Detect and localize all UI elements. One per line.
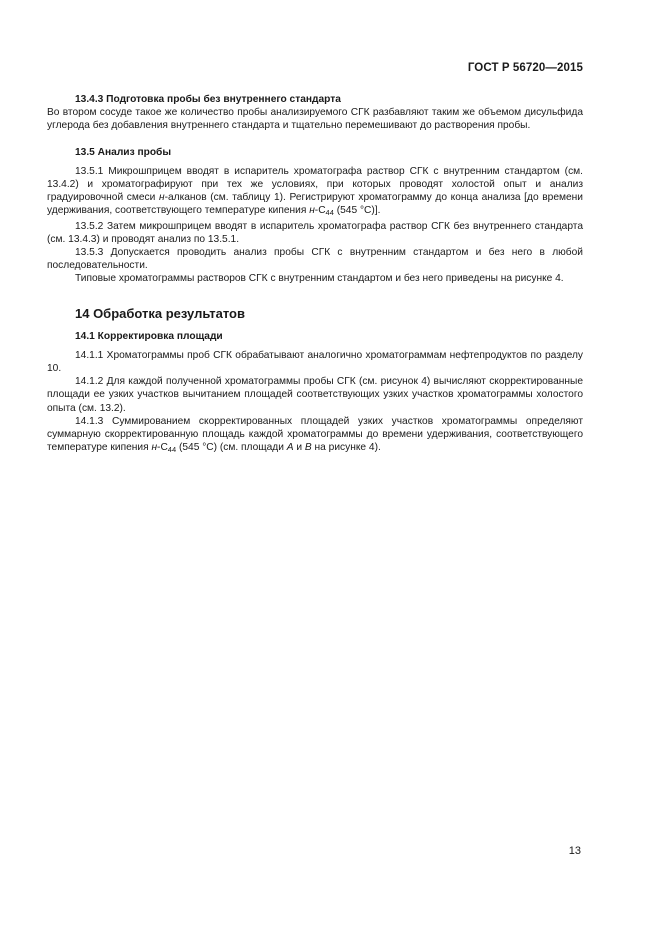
paragraph-13-4-3: Во втором сосуде такое же количество пробы анализируемого СГК разбавляют таким же объемом дисульфида углерода без добавления внутреннего стандарта и тщательно перемешивают до растворения пробы.: [47, 107, 583, 132]
paragraph-13-5-note: Типовые хроматограммы растворов СГК с внутренним стандартом и без него приведены на рисунке 4.: [75, 273, 564, 285]
document-code: ГОСТ Р 56720—2015: [467, 62, 583, 74]
heading-13-5: 13.5 Анализ пробы: [75, 146, 172, 158]
heading-13-4-3: 13.4.3 Подготовка пробы без внутреннего стандарта: [75, 94, 341, 105]
paragraph-13-5-1: 13.5.1 Микрошприцем вводят в испаритель хроматографа раствор СГК с внутренним стандартом (см. 13.4.2) и хроматографируют при тех же условиях, при которых проводят холостой опыт и анализ градуировочной смеси н-алканов (см. таблицу 1). Регистрируют хроматограмму до конца анализа [до времени удерживания, соответствующего температуре кипения $н-C_{44}$ (545 °C)].: [47, 165, 583, 218]
heading-14: 14 Обработка результатов: [75, 305, 245, 321]
document-body: [47, 93, 583, 456]
heading-14-1: 14.1 Корректировка площади: [75, 330, 223, 342]
paragraph-13-5-3: 13.5.3 Допускается проводить анализ пробы СГК с внутренним стандартом и без него в любой последовательности.: [47, 247, 583, 272]
paragraph-13-5-2: 13.5.2 Затем микрошприцем вводят в испаритель хроматографа раствор СГК без внутреннего стандарта (см. 13.4.3) и проводят анализ по 13.5.1.: [47, 220, 583, 245]
paragraph-14-1-2: 14.1.2 Для каждой полученной хроматограммы пробы СГК (см. рисунок 4) вычисляют скорректированные площади ее узких участков вычитанием площадей соответствующих узких участков хроматограммы холостого опыта (см. 13.2).: [47, 376, 583, 414]
paragraph-14-1-1: 14.1.1 Хроматограммы проб СГК обрабатывают аналогично хроматограммам нефтепродуктов по разделу 10.: [47, 349, 583, 375]
paragraph-14-1-3: 14.1.3 Суммированием скорректированных площадей узких участков хроматограммы определяют суммарную скорректированную площадь каждой хроматограммы до времени удерживания, соответствующего температуре кипения $н-C_{44}$ (545 °C) (см. площади A и B на рисунке 4).: [47, 415, 583, 455]
page-number: 13: [568, 845, 581, 857]
